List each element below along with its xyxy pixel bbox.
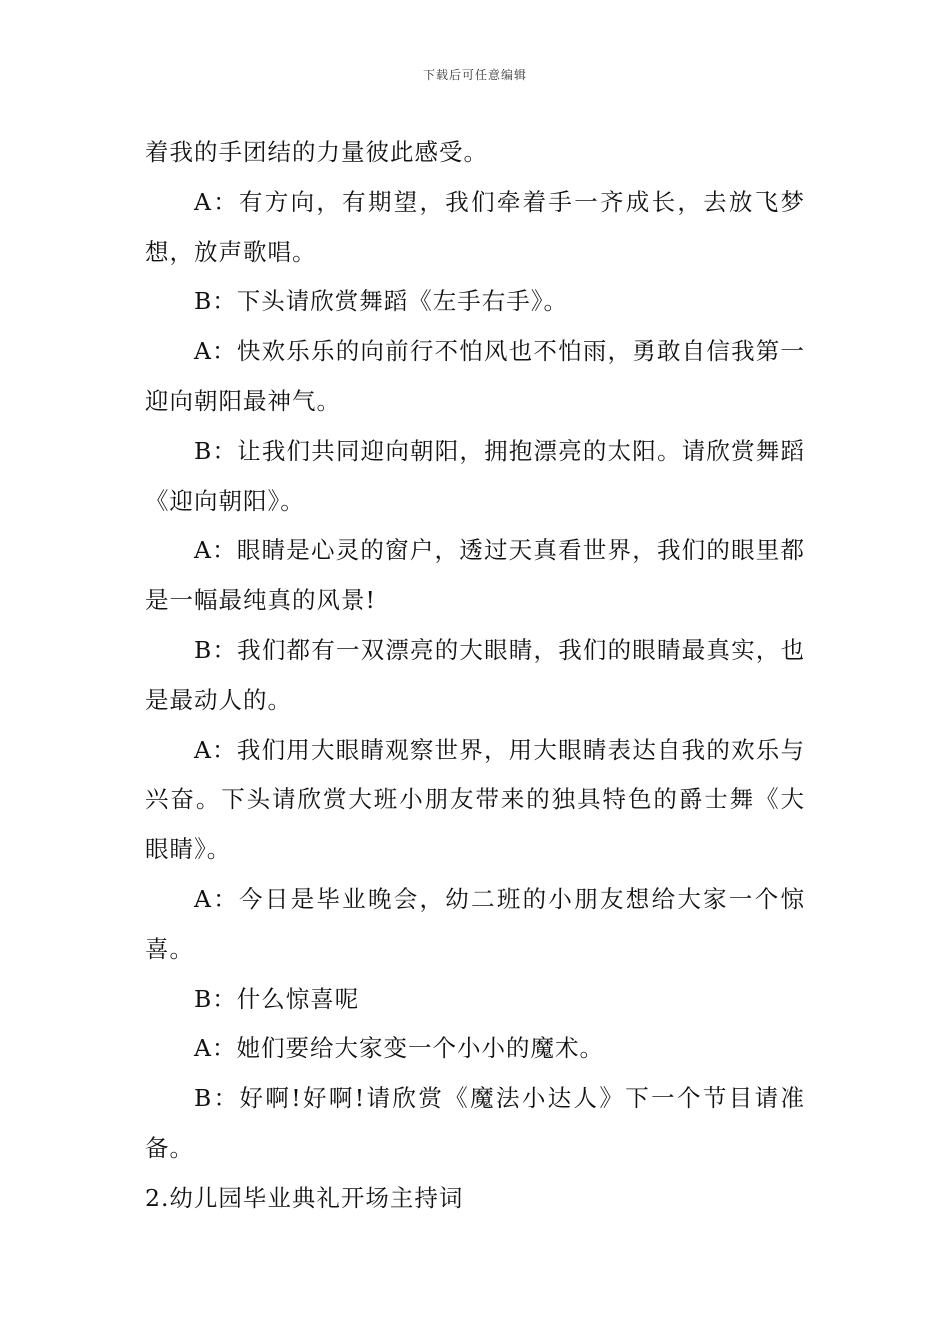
paragraph: B：让我们共同迎向朝阳，拥抱漂亮的太阳。请欣赏舞蹈《迎向朝阳》。 <box>145 436 805 515</box>
paragraph: A：眼睛是心灵的窗户，透过天真看世界，我们的眼里都是一幅最纯真的风景! <box>145 536 805 615</box>
paragraph: B：下头请欣赏舞蹈《左手右手》。 <box>194 287 569 316</box>
paragraph: A：今日是毕业晚会，幼二班的小朋友想给大家一个惊喜。 <box>145 884 805 963</box>
page-header-note: 下载后可任意编辑 <box>422 68 527 82</box>
paragraph: B：好啊!好啊!请欣赏《魔法小达人》下一个节目请准备。 <box>145 1084 805 1162</box>
paragraph: B：我们都有一双漂亮的大眼睛，我们的眼睛最真实，也是最动人的。 <box>145 635 805 714</box>
paragraph: 着我的手团结的力量彼此感受。 <box>145 138 488 166</box>
document-body <box>145 128 805 1224</box>
paragraph: A：我们用大眼睛观察世界，用大眼睛表达自我的欢乐与兴奋。下头请欣赏大班小朋友带来的独具特色的爵士舞《大眼睛》。 <box>145 735 805 864</box>
paragraph: A：她们要给大家变一个小小的魔术。 <box>194 1034 604 1063</box>
section-heading: 2.幼儿园毕业典礼开场主持词 <box>145 1183 464 1212</box>
paragraph: A：有方向，有期望，我们牵着手一齐成长，去放飞梦想，放声歌唱。 <box>145 187 805 266</box>
paragraph: A：快欢乐乐的向前行不怕风也不怕雨，勇敢自信我第一迎向朝阳最神气。 <box>145 337 805 415</box>
paragraph: B：什么惊喜呢 <box>194 984 360 1013</box>
